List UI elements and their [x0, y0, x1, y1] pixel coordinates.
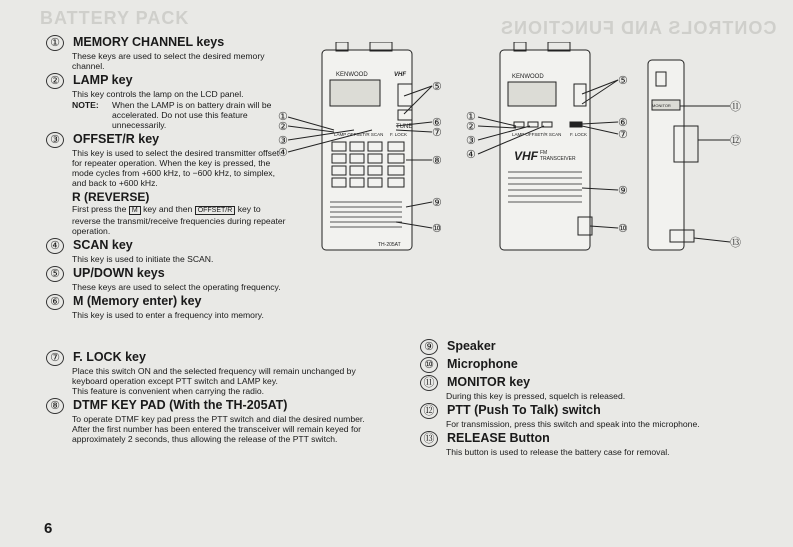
item-lamp: [46, 73, 286, 130]
item-flock: [46, 350, 386, 396]
item-number: ⑫: [420, 403, 438, 419]
item-title: RELEASE Button: [447, 431, 550, 445]
callout: ⑤: [432, 81, 442, 93]
vhf-large-label: VHF: [514, 149, 538, 163]
item-body: This key is used to enter a frequency into memory.: [72, 310, 264, 320]
bleed-through-left-title: BATTERY PACK: [40, 8, 190, 28]
item-number: ⑥: [46, 294, 64, 310]
item-body: For transmission, press this switch and speak into the microphone.: [446, 419, 700, 429]
item-body-2: This feature is convenient when carrying the radio.: [72, 386, 265, 396]
item-number: ①: [46, 35, 64, 51]
item-number: ②: [46, 73, 64, 89]
item-dtmf: [46, 398, 386, 444]
item-title: Speaker: [447, 339, 496, 353]
item-title: DTMF KEY PAD (With the TH-205AT): [73, 398, 288, 412]
item-microphone: [420, 357, 760, 373]
callout: ⑪: [730, 101, 741, 113]
brand-label-2: KENWOOD: [512, 74, 544, 80]
callout: ⑩: [432, 223, 442, 235]
note-text: When the LAMP is on battery drain will be accelerated. Do not use this feature unnecessarily.: [112, 100, 272, 130]
note-label: NOTE:: [72, 100, 99, 110]
callout: ③: [466, 135, 476, 147]
item-title: UP/DOWN keys: [73, 266, 165, 280]
tune-label: TUNE: [396, 124, 413, 130]
item-memory-channel: [46, 35, 286, 71]
item-monitor: [420, 375, 760, 401]
item-number: ⑧: [46, 398, 64, 414]
item-title: PTT (Push To Talk) switch: [447, 403, 601, 417]
item-title: MEMORY CHANNEL keys: [73, 35, 225, 49]
reverse-subheading: R (REVERSE): [72, 190, 150, 204]
callout: ⑧: [432, 155, 442, 167]
transceiver-label: TRANSCEIVER: [540, 156, 576, 162]
item-body: To operate DTMF key pad press the PTT switch and dial the desired number.: [72, 414, 365, 424]
reverse-text-b: key and then: [143, 204, 193, 214]
item-body: These keys are used to select the operating frequency.: [72, 282, 281, 292]
item-body: This key is used to initiate the SCAN.: [72, 254, 214, 264]
wide-section: [46, 350, 386, 446]
callout: ⑥: [432, 117, 442, 129]
item-title: F. LOCK key: [73, 350, 146, 364]
item-scan: [46, 238, 286, 264]
item-number: ③: [46, 132, 64, 148]
item-body: This button is used to release the battery case for removal.: [446, 447, 670, 457]
item-offset: [46, 132, 286, 236]
callout: ④: [278, 147, 288, 159]
callout: ⑨: [432, 197, 442, 209]
offset-key-symbol: OFFSET/R: [195, 206, 236, 215]
callout: ⑫: [730, 135, 741, 147]
item-body: During this key is pressed, squelch is released.: [446, 391, 626, 401]
reverse-text-a: First press the: [72, 204, 127, 214]
item-memory-enter: [46, 294, 286, 320]
bleed-through-right-title: CONTROLS AND FUNCTIONS: [500, 18, 777, 38]
callout: ⑦: [618, 129, 628, 141]
reverse-body: [72, 204, 286, 236]
item-up-down: [46, 266, 286, 292]
item-body: This key is used to select the desired transmitter offset for repeater operation. When the key is pressed, the mode cycles from +600 kHz, to −600 kHz, to simplex, and back to +600 kHz.: [72, 148, 280, 188]
right-column: [420, 339, 760, 459]
callout: ⑥: [618, 117, 628, 129]
callout: ④: [466, 149, 476, 161]
item-number: ⑤: [46, 266, 64, 282]
item-title: LAMP key: [73, 73, 133, 87]
model-label: TH-205AT: [378, 242, 401, 248]
transceiver-diagram: [278, 42, 748, 257]
reverse-text-c: key to reverse the transmit/receive frequencies during repeater operation.: [72, 204, 286, 236]
page-number: 6: [44, 520, 53, 537]
left-column: [46, 35, 286, 322]
item-number: ⑦: [46, 350, 64, 366]
lamp-row-label-2: LAMP OFFSET/R SCAN: [512, 132, 562, 137]
item-ptt: [420, 403, 760, 429]
item-number: ④: [46, 238, 64, 254]
callout: ①: [466, 111, 476, 123]
callout: ②: [278, 121, 288, 133]
item-body: This key controls the lamp on the LCD panel.: [72, 89, 244, 99]
callout: ⑬: [730, 237, 741, 249]
m-key-symbol: M: [129, 206, 141, 215]
item-number: ⑬: [420, 431, 438, 447]
callout: ⑩: [618, 223, 628, 235]
item-number: ⑨: [420, 339, 438, 355]
callout: ⑨: [618, 185, 628, 197]
fm-label: FM: [540, 150, 548, 156]
item-body-2: After the first number has been entered the transceiver will remain keyed for approximately 2 seconds, thus allowing the release of the PTT switch.: [72, 424, 361, 444]
item-speaker: [420, 339, 760, 355]
flock-label: F. LOCK: [390, 132, 408, 137]
item-body: Place this switch ON and the selected frequency will remain unchanged by keyboard operation except PTT switch and LAMP key.: [72, 366, 356, 386]
flock-label-2: F. LOCK: [570, 132, 588, 137]
item-number: ⑩: [420, 357, 438, 373]
note: [72, 100, 286, 130]
item-title: MONITOR key: [447, 375, 531, 389]
item-title: OFFSET/R key: [73, 132, 160, 146]
item-release: [420, 431, 760, 457]
lamp-row-label: LAMP OFFSET/R SCAN: [334, 132, 384, 137]
monitor-label: MONITOR: [652, 103, 671, 108]
brand-label: KENWOOD: [336, 72, 368, 78]
item-body: These keys are used to select the desired memory channel.: [72, 51, 265, 71]
item-number: ⑪: [420, 375, 438, 391]
callout: ⑦: [432, 127, 442, 139]
callout: ②: [466, 121, 476, 133]
callout: ⑤: [618, 75, 628, 87]
item-title: SCAN key: [73, 238, 133, 252]
callout: ③: [278, 135, 288, 147]
callout: ①: [278, 111, 288, 123]
vhf-label: VHF: [394, 72, 406, 78]
item-title: Microphone: [447, 357, 518, 371]
item-title: M (Memory enter) key: [73, 294, 202, 308]
